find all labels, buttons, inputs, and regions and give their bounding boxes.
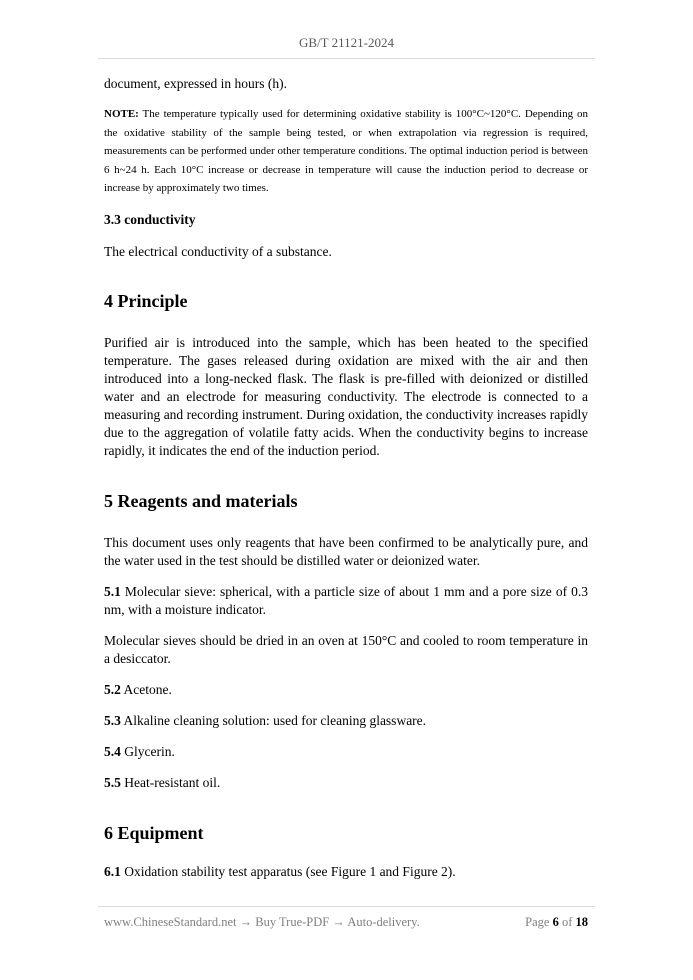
- page-number: Page 6 of 18: [525, 915, 588, 929]
- item-number: 5.1: [104, 583, 121, 599]
- item-text: Alkaline cleaning solution: used for cleaning glassware.: [120, 712, 427, 728]
- principle-paragraph: Purified air is introduced into the sample, which has been heated to the specified temperature. The gases released during oxidation are mixed with the air and then introduced into a long-necked flask. The flask is pre-filled with deionized or distilled water and an electrode for measuring conductivity. The electrode is connected to a measuring and recording instrument. During oxidation, the conductivity increases rapidly due to the aggregation of volatile fatty acids. When the conductivity begins to increase rapidly, it indicates the end of the induction period.: [104, 334, 588, 458]
- footer-delivery-text: Auto-delivery.: [347, 915, 420, 929]
- arrow-icon: →: [329, 915, 348, 929]
- continued-text: document, expressed in hours (h).: [104, 76, 287, 91]
- section-heading-5: 5 Reagents and materials: [104, 490, 298, 511]
- item-5-3: [104, 712, 588, 730]
- item-text: Acetone.: [120, 681, 172, 697]
- footer-rule: [98, 906, 595, 907]
- arrow-icon: →: [236, 915, 256, 929]
- item-6-1: [104, 863, 588, 881]
- item-text: Heat-resistant oil.: [120, 774, 221, 790]
- item-number: 5.2: [104, 681, 121, 697]
- note-label: NOTE:: [104, 108, 139, 120]
- note-paragraph: [104, 105, 588, 198]
- term-definition-3-3: The electrical conductivity of a substance.: [104, 243, 332, 259]
- footer-site-link[interactable]: www.ChineseStandard.net: [104, 915, 237, 929]
- running-footer: [104, 915, 588, 930]
- item-5-1: [104, 583, 588, 619]
- item-number: 5.3: [104, 712, 121, 728]
- item-5-1-note: Molecular sieves should be dried in an oven at 150°C and cooled to room temperature in a desiccator.: [104, 632, 588, 666]
- section-heading-6: 6 Equipment: [104, 822, 204, 843]
- page-body: [104, 75, 588, 881]
- current-page: 6: [552, 915, 559, 929]
- item-number: 6.1: [104, 863, 121, 879]
- item-number: 5.4: [104, 743, 121, 759]
- item-text: Glycerin.: [120, 743, 175, 759]
- note-text: The temperature typically used for determining oxidative stability is 100°C~120°C. Depending on the oxidative stability of the sample being tested, or when extrapolation via regression is required, measurements can be performed under other temperature conditions. The optimal induction period is between 6 h~24 h. Each 10°C increase or decrease in temperature will cause the induction period to decrease or increase by approximately two times.: [104, 108, 588, 195]
- term-heading-3-3: 3.3 conductivity: [104, 211, 196, 227]
- total-pages: 18: [575, 915, 588, 929]
- item-5-5: [104, 774, 588, 792]
- reagents-intro: This document uses only reagents that have been confirmed to be analytically pure, and the water used in the test should be distilled water or deionized water.: [104, 534, 588, 568]
- running-header: [0, 35, 693, 51]
- document-code: GB/T 21121-2024: [299, 35, 394, 50]
- item-number: 5.5: [104, 774, 121, 790]
- item-5-2: [104, 681, 588, 699]
- item-text: Molecular sieve: spherical, with a particle size of about 1 mm and a pore size of 0.3 nm, with a moisture indicator.: [104, 583, 588, 617]
- item-text: Oxidation stability test apparatus (see Figure 1 and Figure 2).: [120, 863, 456, 879]
- footer-buy-link[interactable]: Buy True-PDF: [255, 915, 330, 929]
- header-rule: [98, 58, 595, 59]
- section-heading-4: 4 Principle: [104, 290, 188, 311]
- item-5-4: [104, 743, 588, 761]
